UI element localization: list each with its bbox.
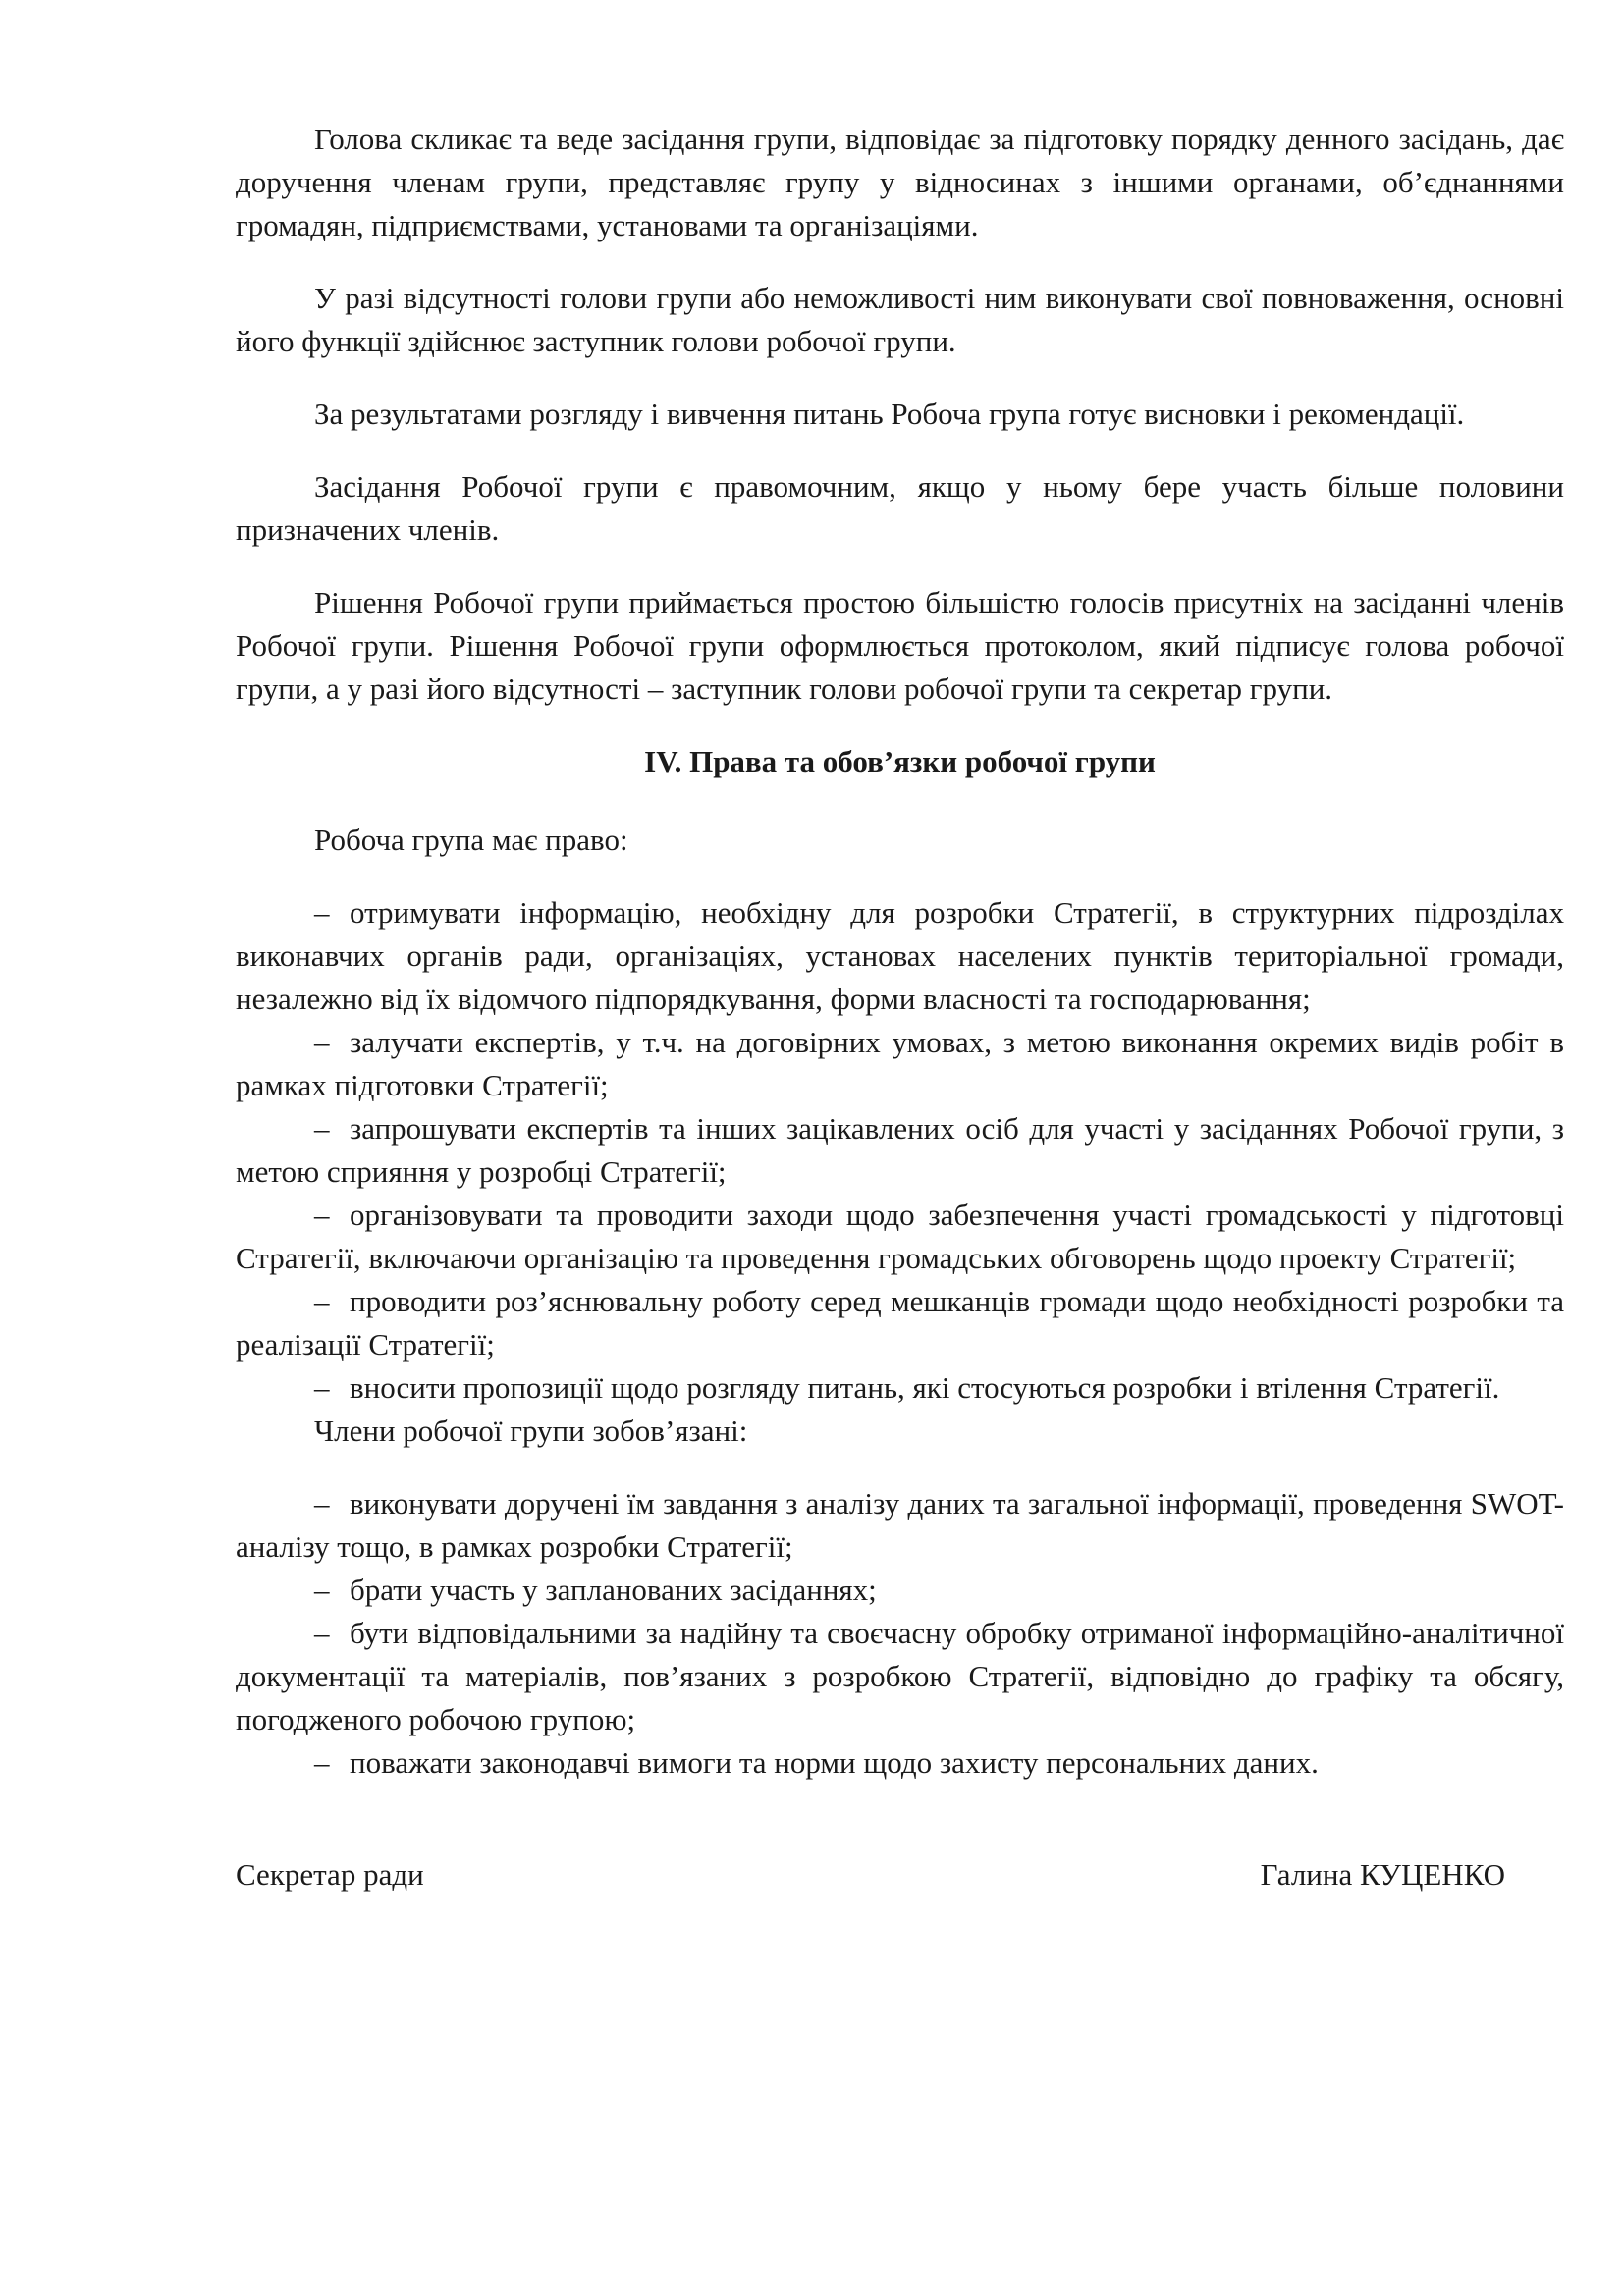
list-item: – виконувати доручені їм завдання з аналізу даних та загальної інформації, проведення SWOT-аналізу тощо, в рамках розробки Стратегії; <box>236 1482 1564 1569</box>
duties-intro: Члени робочої групи зобов’язані: <box>314 1414 748 1448</box>
paragraph-deputy: У разі відсутності голови групи або неможливості ним виконувати свої повноваження, основні його функції здійснює заступник голови робочої групи. <box>236 281 1564 358</box>
list-item: – поважати законодавчі вимоги та норми щодо захисту персональних даних. <box>236 1741 1564 1785</box>
list-item: – бути відповідальними за надійну та своєчасну обробку отриманої інформаційно-аналітичної документації та матеріалів, пов’язаних з розробкою Стратегії, відповідно до графіку та обсягу, погодженого робочою групою; <box>236 1612 1564 1741</box>
paragraph-chair-duties: Голова скликає та веде засідання групи, відповідає за підготовку порядку денного засідань, дає доручення членам групи, представляє групу у відносинах з іншими органами, об’єднаннями громадян, підприємствами, установами та організаціями. <box>236 122 1564 242</box>
list-item: – брати участь у запланованих засіданнях; <box>236 1569 1564 1612</box>
dash-mark: – <box>314 1616 330 1650</box>
dash-mark: – <box>314 895 330 930</box>
list-item: – організовувати та проводити заходи щодо забезпечення участі громадськості у підготовці Стратегії, включаючи організацію та проведення громадських обговорень щодо проекту Стратегії; <box>236 1194 1564 1280</box>
dash-mark: – <box>314 1486 330 1521</box>
rights-list <box>236 891 1564 1410</box>
signature-block <box>236 1853 1564 1896</box>
list-item: – вносити пропозиції щодо розгляду питань, які стосуються розробки і втілення Стратегії. <box>236 1366 1564 1410</box>
dash-mark: – <box>314 1025 330 1059</box>
dash-mark: – <box>314 1370 330 1405</box>
list-item: – отримувати інформацію, необхідну для розробки Стратегії, в структурних підрозділах виконавчих органів ради, організаціях, установах населених пунктів територіальної громади, незалежно від їх відомчого підпорядкування, форми власності та господарювання; <box>236 891 1564 1021</box>
dash-mark: – <box>314 1111 330 1146</box>
dash-mark: – <box>314 1198 330 1232</box>
list-item: – проводити роз’яснювальну роботу серед мешканців громади щодо необхідності розробки та реалізації Стратегії; <box>236 1280 1564 1366</box>
dash-mark: – <box>314 1745 330 1780</box>
section-heading: IV. Права та обов’язки робочої групи <box>644 744 1156 778</box>
paragraph-decisions: Рішення Робочої групи приймається простою більшістю голосів присутніх на засіданні членів Робочої групи. Рішення Робочої групи оформлюється протоколом, який підписує голова робочої групи, а у разі його відсутності – заступник голови робочої групи та секретар групи. <box>236 585 1564 706</box>
rights-intro: Робоча група має право: <box>314 823 628 857</box>
dash-mark: – <box>314 1284 330 1318</box>
list-item: – залучати експертів, у т.ч. на договірних умовах, з метою виконання окремих видів робіт в рамках підготовки Стратегії; <box>236 1021 1564 1107</box>
document-page <box>236 118 1564 1896</box>
dash-mark: – <box>314 1573 330 1607</box>
signature-name: Галина КУЦЕНКО <box>1260 1857 1505 1892</box>
paragraph-conclusions: За результатами розгляду і вивчення питань Робоча група готує висновки і рекомендації. <box>314 397 1465 431</box>
duties-list <box>236 1482 1564 1785</box>
paragraph-quorum: Засідання Робочої групи є правомочним, якщо у ньому бере участь більше половини призначених членів. <box>236 469 1564 547</box>
signature-position: Секретар ради <box>236 1857 424 1892</box>
list-item: – запрошувати експертів та інших зацікавлених осіб для участі у засіданнях Робочої групи, з метою сприяння у розробці Стратегії; <box>236 1107 1564 1194</box>
